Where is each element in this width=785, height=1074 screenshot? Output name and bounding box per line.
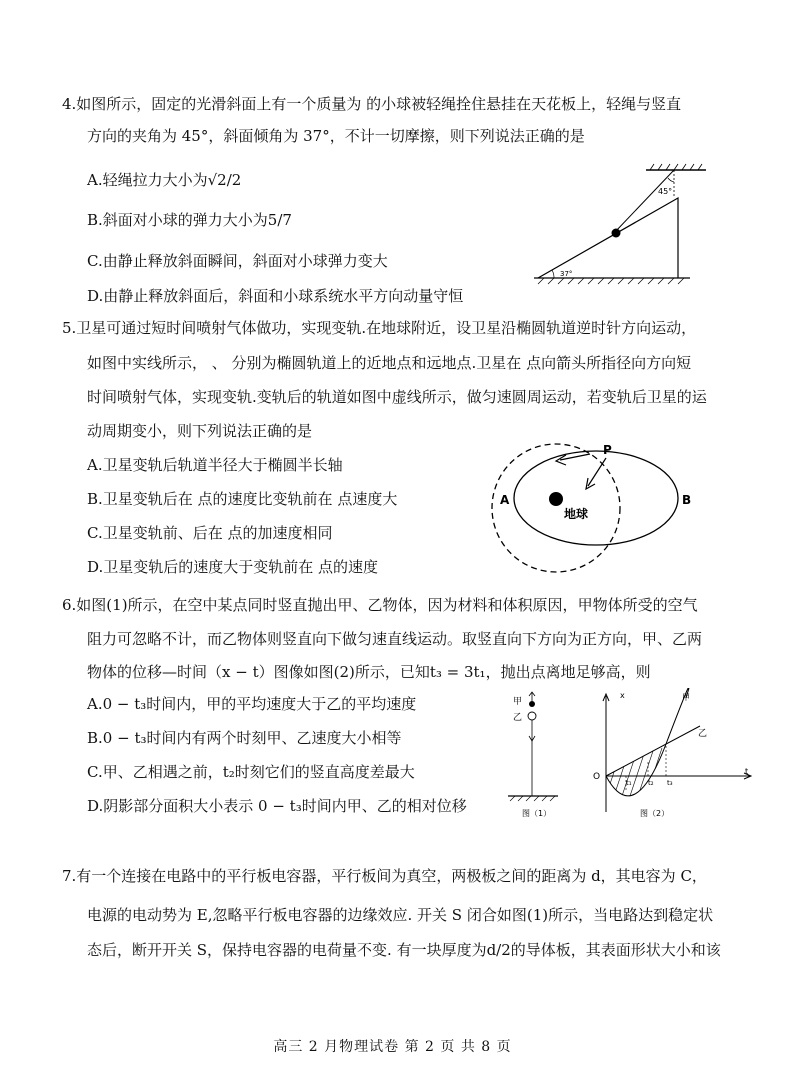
q4-stem-line2: 方向的夹角为 45°，斜面倾角为 37°，不计一切摩擦，则下列说法正确的是 [87, 127, 585, 145]
q5-elliptical-orbit [514, 451, 678, 545]
q5-option-d: D.卫星变轨后的速度大于变轨前在 点的速度 [87, 558, 379, 576]
q4-angle-45: 45° [658, 187, 673, 196]
q6-fig2-t1: t₁ [626, 779, 632, 787]
q5-orbit-figure [490, 438, 710, 588]
q5-stem-line1: 5.卫星可通过短时间喷射气体做功，实现变轨.在地球附近，设卫星沿椭圆轨道逆时针方向运动， [62, 319, 697, 337]
q6-fig2-axis-t: t [745, 767, 749, 776]
q6-fig2-t3: t₃ [667, 779, 673, 787]
q6-stem-line2: 阻力可忽略不计，而乙物体则竖直向下做匀速直线运动。取竖直向下方向为正方向，甲、乙两 [87, 630, 703, 648]
q5-option-c: C.卫星变轨前、后在 点的加速度相同 [87, 524, 333, 542]
q4-angle-37: 37° [560, 270, 573, 278]
q4-option-c: C.由静止释放斜面瞬间，斜面对小球弹力变大 [87, 252, 388, 270]
q6-fig1-yi: 乙 [513, 713, 523, 723]
q5-label-b: B [682, 493, 692, 507]
q6-stem-line3: 物体的位移—时间（x − t）图像如图(2)所示，已知t₃ = 3t₁，抛出点离地足够高，则 [87, 663, 651, 681]
q7-stem-line3: 态后，断开开关 S，保持电容器的电荷量不变. 有一块厚度为d/2的导体板，其表面形状大小和该 [87, 941, 721, 959]
q6-option-a: A.0 − t₃时间内，甲的平均速度大于乙的平均速度 [87, 695, 417, 713]
q4-stem-line1: 4.如图所示，固定的光滑斜面上有一个质量为 的小球被轻绳拴住悬挂在天花板上，轻绳与竖直 [62, 95, 682, 113]
q6-option-c: C.甲、乙相遇之前，t₂时刻它们的竖直高度差最大 [87, 763, 415, 781]
q7-stem-line2: 电源的电动势为 E,忽略平行板电容器的边缘效应. 开关 S 闭合如图(1)所示，当电路达到稳定状 [87, 906, 714, 924]
q6-option-b: B.0 − t₃时间内有两个时刻甲、乙速度大小相等 [87, 729, 402, 747]
q6-stem-line1: 6.如图(1)所示，在空中某点同时竖直抛出甲、乙物体，因为材料和体积原因，甲物体所受的空气 [62, 596, 698, 614]
q6-fig2-t2: t₂ [648, 779, 654, 787]
q5-label-a: A [500, 493, 510, 507]
q6-fig1-jia: 甲 [513, 697, 523, 707]
q6-fig2-jia: 甲 [682, 693, 690, 702]
q5-stem-line2: 如图中实线所示， 、 分别为椭圆轨道上的近地点和远地点.卫星在 点向箭头所指径向方向短 [87, 354, 692, 372]
q4-option-d: D.由静止释放斜面后，斜面和小球系统水平方向动量守恒 [87, 287, 464, 305]
q6-fig2-caption: 图（2） [640, 809, 670, 818]
q5-stem-line3: 时间喷射气体，实现变轨.变轨后的轨道如图中虚线所示，做匀速圆周运动，若变轨后卫星的运 [87, 388, 707, 406]
q6-fig2-origin: O [593, 772, 601, 782]
q4-option-b: B.斜面对小球的弹力大小为5/7 [87, 211, 292, 229]
q5-stem-line4: 动周期变小，则下列说法正确的是 [87, 422, 313, 440]
q5-option-b: B.卫星变轨后在 点的速度比变轨前在 点速度大 [87, 490, 398, 508]
q6-option-d: D.阴影部分面积大小表示 0 − t₃时间内甲、乙的相对位移 [87, 797, 467, 815]
q6-fig2-yi: 乙 [698, 729, 708, 739]
q5-earth-label: 地球 [564, 507, 589, 521]
q6-figure-2 [590, 688, 760, 820]
q6-fig1-caption: 图（1） [522, 809, 552, 818]
q5-option-a: A.卫星变轨后轨道半径大于椭圆半长轴 [87, 456, 343, 474]
q5-circular-orbit [492, 444, 620, 572]
q6-figure-1 [500, 690, 570, 820]
q4-option-a: A.轻绳拉力大小为√2/2 [87, 171, 242, 189]
q5-earth [549, 492, 563, 506]
q5-label-p: P [603, 443, 612, 457]
page-footer: 高三 2 月物理试卷 第 2 页 共 8 页 [273, 1039, 512, 1055]
q4-ball [612, 229, 621, 238]
q7-stem-line1: 7.有一个连接在电路中的平行板电容器，平行板间为真空，两极板之间的距离为 d，其电容为 C， [62, 867, 707, 885]
q4-incline-figure [528, 158, 718, 290]
q6-fig2-axis-x: x [620, 691, 625, 700]
